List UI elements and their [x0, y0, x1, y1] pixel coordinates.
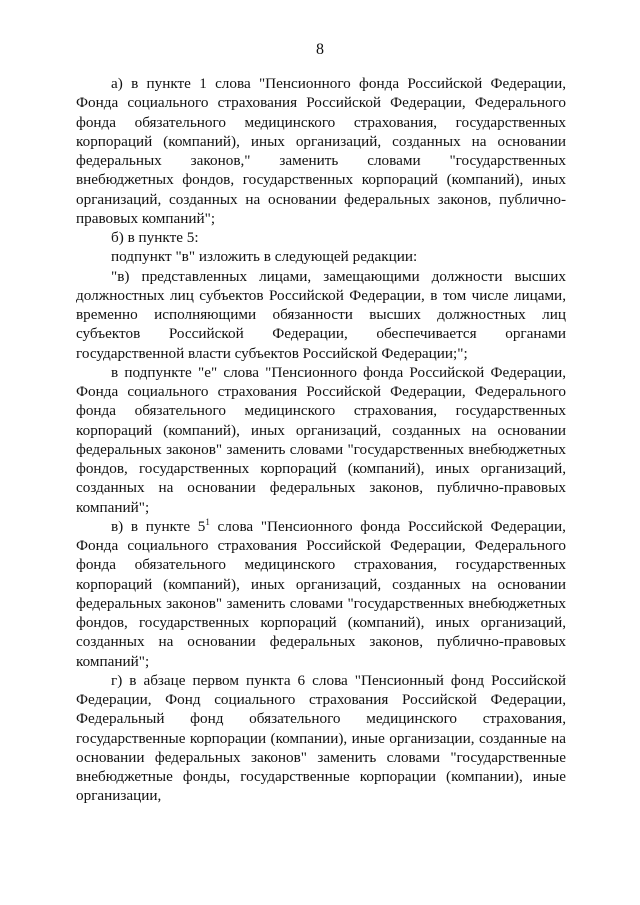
paragraph-v-superscript: 1 — [205, 516, 210, 527]
paragraph-g: г) в абзаце первом пункта 6 слова "Пенсионный фонд Российской Федерации, Фонд социального страхования Российской Федерации, Федеральный фонд обязательного медицинского страхования, государственные корпорации (компании), иные организации, созданные на основании федеральных законов" заменить словами "государственные внебюджетные фонды, государственные корпорации (компании), иные организации, — [76, 671, 566, 805]
page-number: 8 — [316, 41, 324, 58]
paragraph-b-subpoint-e: в подпункте "е" слова "Пенсионного фонда Российской Федерации, Фонда социального страхования Российской Федерации, Федерального фонда обязательного медицинского страхования, государственных корпораций (компаний), иных организаций, созданных на основании федеральных законов" заменить словами "государственных внебюджетных фондов, государственных корпораций (компаний), иных организаций, созданных на основании федеральных законов, публично-правовых компаний"; — [76, 363, 566, 516]
paragraph-b-subpoint-intro: подпункт "в" изложить в следующей редакции: — [111, 248, 418, 266]
paragraph-b-subpoint-v-text: "в) представленных лицами, замещающими должности высших должностных лиц субъектов Российской Федерации, в том числе лицами, временно исполняющими обязанности высших должностных лиц субъектов Российской Федерации, обеспечивается органами государственной власти субъектов Российской Федерации;"; — [76, 267, 566, 362]
document-body — [76, 74, 566, 806]
paragraph-v — [76, 517, 566, 671]
paragraph-a: а) в пункте 1 слова "Пенсионного фонда Российской Федерации, Фонда социального страхования Российской Федерации, Федерального фонда обязательного медицинского страхования, государственных корпораций (компаний), иных организаций, созданных на основании федеральных законов," заменить словами "государственных внебюджетных фондов, государственных корпораций (компаний), иных организаций, созданных на основании федеральных законов, публично-правовых компаний"; — [76, 75, 566, 227]
paragraph-v-lead: в) в пункте 5 — [111, 517, 206, 535]
paragraph-b: б) в пункте 5: — [111, 229, 199, 246]
paragraph-v-rest: слова "Пенсионного фонда Российской Федерации, Фонда социального страхования Российской Федерации, Федерального фонда обязательного медицинского страхования, государственных корпораций (компаний), иных организаций, созданных на основании федеральных законов" заменить словами "государственных внебюджетных фондов, государственных корпораций (компаний), иных организаций, созданных на основании федеральных законов, публично-правовых компаний"; — [76, 517, 566, 670]
